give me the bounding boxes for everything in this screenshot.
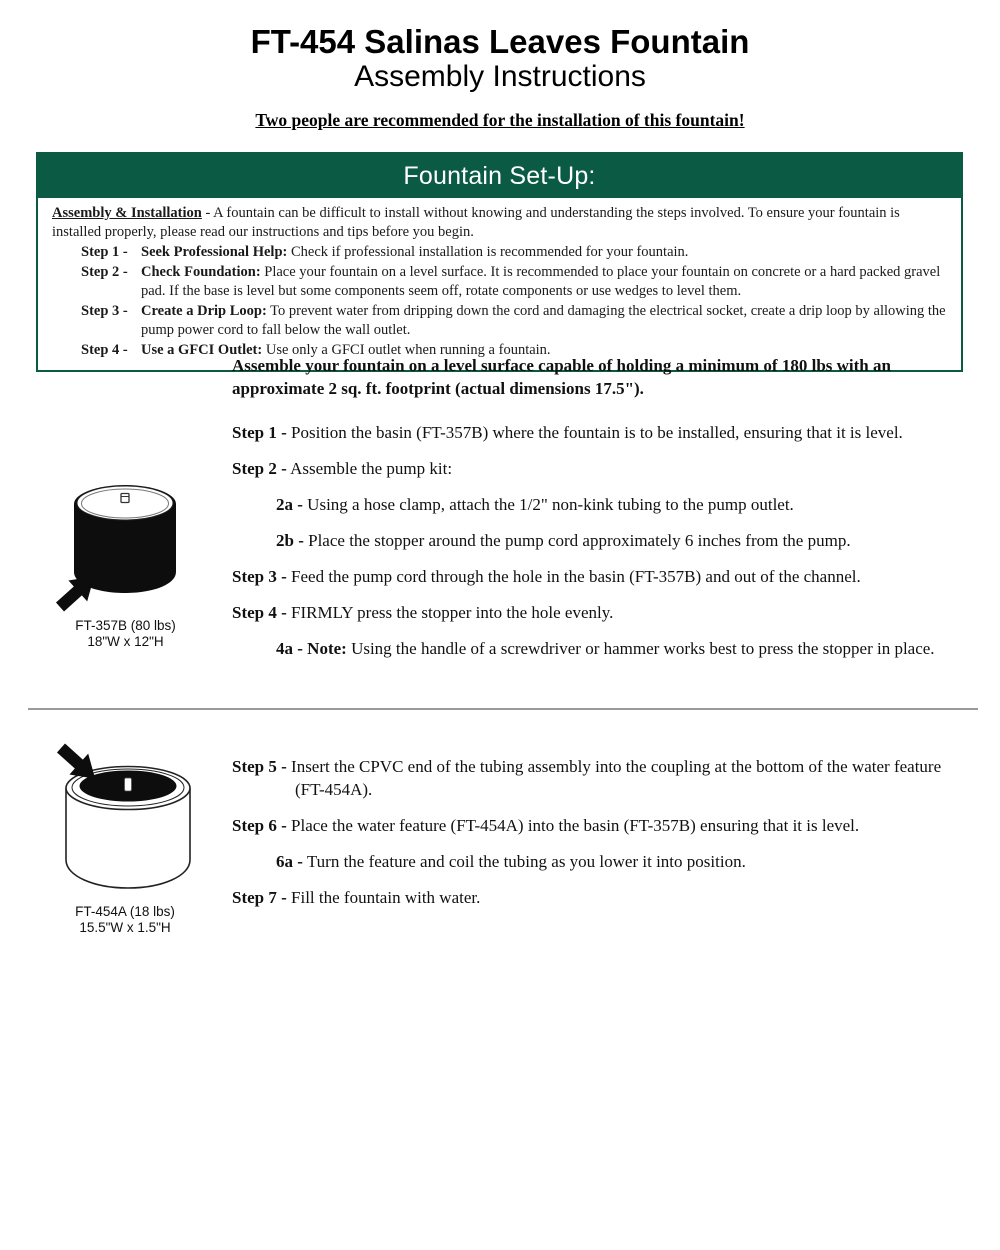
assembly-step-2a — [276, 493, 959, 516]
step-text: To prevent water from dripping down the cord and damaging the electrical socket, create a drip loop by allowing the pump power cord to fall below the wall outlet. — [141, 303, 946, 338]
setup-intro-heading: Assembly & Installation — [52, 205, 202, 221]
setup-intro-text: - A fountain can be difficult to install without knowing and understanding the steps involved. To ensure your fountain is installed properly, please read our instructions and tips before you begin. — [52, 205, 900, 240]
assembly-step-7 — [232, 886, 959, 909]
feature-caption-model: FT-454A (18 lbs) — [75, 904, 175, 919]
step-label: Step 6 - — [232, 816, 287, 835]
step-text: Check if professional installation is recommended for your fountain. — [290, 244, 689, 260]
step-label: 4a - Note: — [276, 639, 347, 658]
step-label: Step 2 - — [81, 264, 128, 280]
page-subtitle: Assembly Instructions — [354, 60, 646, 93]
assembly-step-6 — [232, 814, 959, 837]
feature-caption-size: 15.5"W x 1.5"H — [79, 920, 171, 935]
step-topic: Create a Drip Loop: — [141, 303, 267, 319]
page-title: FT-454 Salinas Leaves Fountain — [250, 23, 750, 60]
step-text: Use only a GFCI outlet when running a fountain. — [265, 342, 551, 358]
step-text: FIRMLY press the stopper into the hole evenly. — [291, 603, 614, 622]
setup-step-3 — [81, 302, 947, 340]
step-text: Position the basin (FT-357B) where the fountain is to be installed, ensuring that it is level. — [291, 423, 903, 442]
basin-caption-size: 18"W x 12"H — [87, 634, 164, 649]
basin-illustration — [53, 460, 198, 612]
step-text: Turn the feature and coil the tubing as you lower it into position. — [306, 852, 746, 871]
setup-intro — [52, 204, 947, 242]
assembly-section-1 — [232, 354, 959, 660]
step-label: Step 1 - — [232, 423, 287, 442]
step-label: Step 4 - — [232, 603, 287, 622]
fountain-setup-box — [36, 152, 963, 372]
assembly-step-3 — [232, 565, 959, 588]
step-topic: Use a GFCI Outlet: — [141, 342, 263, 358]
assembly-step-1 — [232, 421, 959, 444]
setup-step-1 — [81, 243, 947, 262]
step-text: Insert the CPVC end of the tubing assembly into the coupling at the bottom of the water feature (FT-454A). — [291, 757, 942, 799]
step-label: 2a - — [276, 495, 303, 514]
assembly-step-5 — [232, 755, 959, 801]
assembly-step-2b — [276, 529, 959, 552]
step-text: Using the handle of a screwdriver or hammer works best to press the stopper in place. — [351, 639, 935, 658]
basin-caption-model: FT-357B (80 lbs) — [75, 618, 176, 633]
basin-hole-mark — [121, 494, 129, 503]
assembly-section-2 — [232, 755, 959, 922]
step-label: 6a - — [276, 852, 303, 871]
setup-step-2 — [81, 263, 947, 301]
step-text: Place the stopper around the pump cord approximately 6 inches from the pump. — [308, 531, 851, 550]
assembly-step-4 — [232, 601, 959, 624]
step-topic: Check Foundation: — [141, 264, 261, 280]
figure-basin — [43, 460, 208, 650]
water-feature-illustration — [49, 742, 201, 892]
step-text: Using a hose clamp, attach the 1/2" non-kink tubing to the pump outlet. — [307, 495, 794, 514]
step-text: Place your fountain on a level surface. It is recommended to place your fountain on concrete or a hard packed gravel pad. If the base is level but some components seem off, rotate components or use wedges to level them. — [141, 264, 941, 299]
setup-box-banner: Fountain Set-Up: — [38, 154, 961, 198]
assembly-step-4a — [276, 637, 959, 660]
setup-steps-list — [81, 243, 947, 360]
setup-box-body — [38, 198, 961, 370]
step-label: Step 1 - — [81, 244, 128, 260]
two-person-warning: Two people are recommended for the installation of this fountain! — [255, 110, 745, 130]
step-label: Step 3 - — [232, 567, 287, 586]
figure-water-feature — [40, 742, 210, 936]
section-divider — [28, 708, 978, 710]
assembly-step-6a — [276, 850, 959, 873]
step-label: Step 3 - — [81, 303, 128, 319]
document-header — [0, 24, 1000, 131]
assembly-intro: Assemble your fountain on a level surface capable of holding a minimum of 180 lbs with an approximate 2 sq. ft. footprint (actual dimensions 17.5"). — [232, 356, 891, 398]
step-label: Step 2 - — [232, 459, 287, 478]
assembly-step-2 — [232, 457, 959, 480]
feature-coupling-mark — [125, 778, 132, 791]
feature-caption — [40, 904, 210, 936]
step-label: 2b - — [276, 531, 304, 550]
step-text: Place the water feature (FT-454A) into the basin (FT-357B) ensuring that it is level. — [291, 816, 860, 835]
basin-caption — [43, 618, 208, 650]
step-label: Step 7 - — [232, 888, 287, 907]
step-topic: Seek Professional Help: — [141, 244, 288, 260]
step-text: Feed the pump cord through the hole in the basin (FT-357B) and out of the channel. — [291, 567, 861, 586]
step-text: Assemble the pump kit: — [290, 459, 453, 478]
step-label: Step 5 - — [232, 757, 287, 776]
step-text: Fill the fountain with water. — [291, 888, 481, 907]
step-label: Step 4 - — [81, 342, 128, 358]
